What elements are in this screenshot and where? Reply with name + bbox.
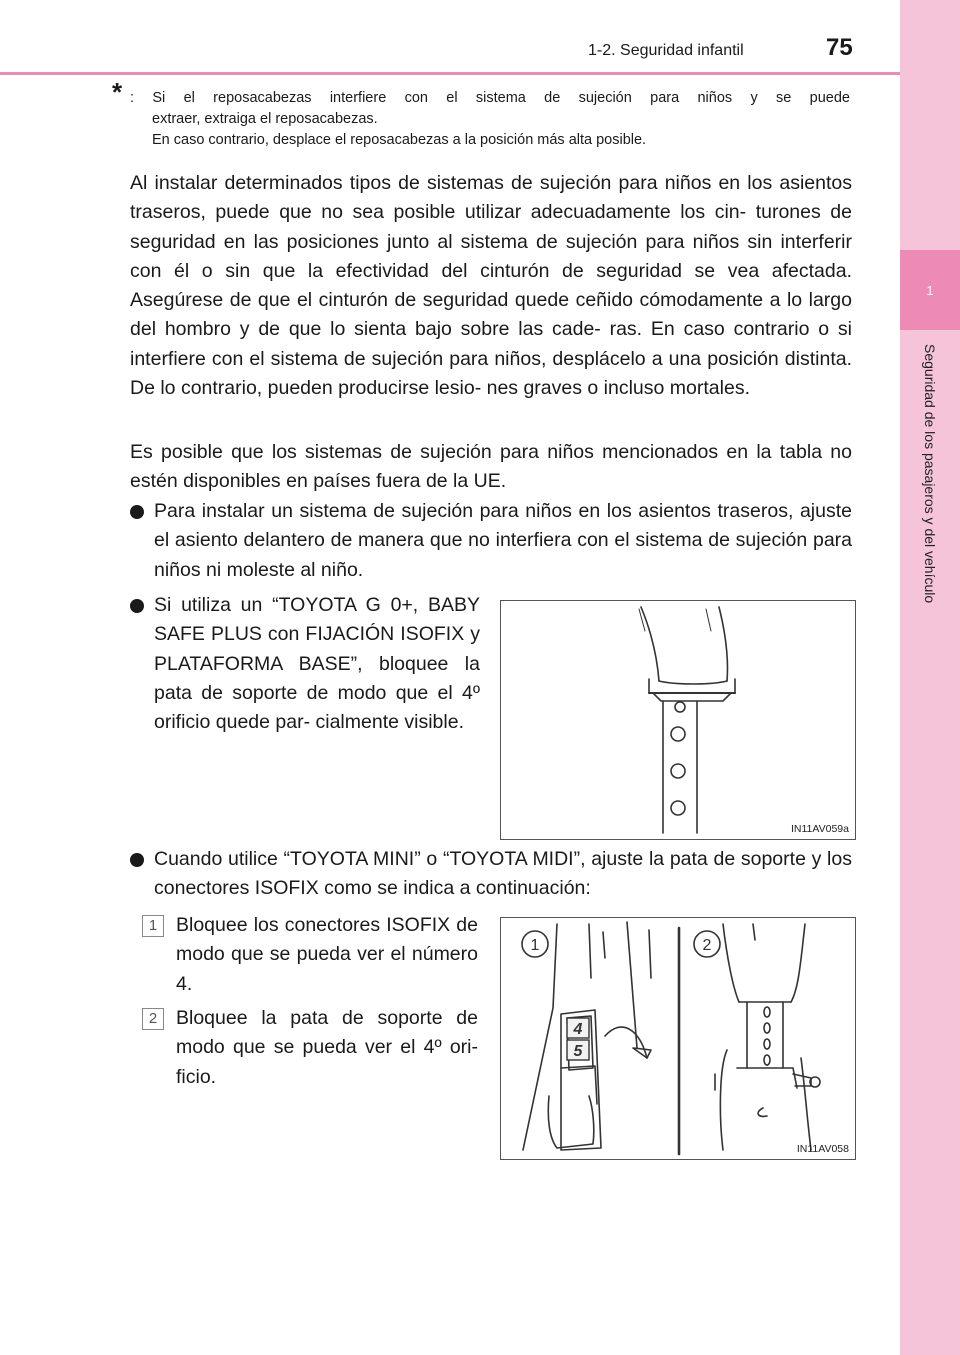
isofix-figure (500, 917, 856, 1160)
bullet-text: Si utiliza un “TOYOTA G 0+, BABY SAFE PLUS con FIJACIÓN ISOFIX y PLATAFORMA BASE”, bloquee la pata de soporte de modo que el 4º orificio quede par- cialmente visible. (154, 594, 480, 734)
bullet-text: Para instalar un sistema de sujeción para niños en los asientos traseros, ajuste el asiento delantero de manera que no interfiera con el sistema de sujeción para niños ni moleste al niño. (154, 500, 852, 581)
connector-number-4: 4 (573, 1021, 583, 1038)
side-tab (900, 0, 960, 1355)
connector-number-5: 5 (573, 1043, 583, 1060)
isofix-illustration (501, 918, 855, 1159)
bullet-item (154, 845, 852, 904)
chapter-number-tab[interactable]: 1 (900, 250, 960, 330)
footnote-line-1: : Si el reposacabezas interfiere con el sistema de sujeción para niños y se puede (130, 90, 850, 106)
step-text: Bloquee los conectores ISOFIX de modo que se pueda ver el número 4. (176, 914, 478, 995)
chapter-title-vertical: Seguridad de los pasajeros y del vehículo (922, 344, 938, 604)
figure-code: IN11AV059a (791, 823, 849, 835)
bullet-dot-icon (130, 599, 144, 613)
figure-code: IN11AV058 (796, 1143, 849, 1155)
bullet-item (154, 497, 852, 585)
support-leg-illustration (501, 601, 855, 839)
callout-2: 2 (702, 937, 712, 954)
bullet-dot-icon (130, 853, 144, 867)
page-number: 75 (826, 34, 853, 61)
footnote-line-2: extraer, extraiga el reposacabezas. (152, 111, 378, 127)
step-number-badge: 2 (142, 1008, 164, 1030)
step-item-2 (148, 1004, 478, 1092)
callout-1: 1 (530, 937, 540, 954)
footnote-marker: * (112, 77, 123, 107)
step-text: Bloquee la pata de soporte de modo que se pueda ver el 4º ori- ficio. (176, 1007, 478, 1088)
support-leg-figure (500, 600, 856, 840)
footnote (112, 77, 850, 151)
bullet-text: Cuando utilice “TOYOTA MINI” o “TOYOTA MIDI”, ajuste la pata de soporte y los conectores ISOFIX como se indica a continuación: (154, 848, 852, 900)
header-divider (0, 72, 900, 75)
availability-paragraph: Es posible que los sistemas de sujeción para niños mencionados en la tabla no estén disponibles en países fuera de la UE. (130, 441, 852, 493)
step-item-1 (148, 911, 478, 999)
bullet-dot-icon (130, 505, 144, 519)
warning-paragraph: Al instalar determinados tipos de sistemas de sujeción para niños en los asientos traseros, puede que no sea posible utilizar adecuadamente los cin- turones de seguridad en las posiciones junto al sistema de sujeción para niños sin interferir con él o sin que la efectividad del cinturón de seguridad se vea afectada. Asegúrese de que el cinturón de seguridad quede ceñido cómodamente a lo largo del hombro y de que lo sienta bajo sobre las cade- ras. En caso contrario o si interfiere con el sistema de sujeción para niños, desplácelo a una posición distinta. De lo contrario, pueden producirse lesio- nes graves o incluso mortales. (130, 172, 852, 400)
footnote-line-3: En caso contrario, desplace el reposacabezas a la posición más alta posible. (152, 132, 647, 148)
step-number-badge: 1 (142, 915, 164, 937)
section-heading: 1-2. Seguridad infantil (588, 42, 744, 59)
bullet-item (154, 591, 480, 737)
